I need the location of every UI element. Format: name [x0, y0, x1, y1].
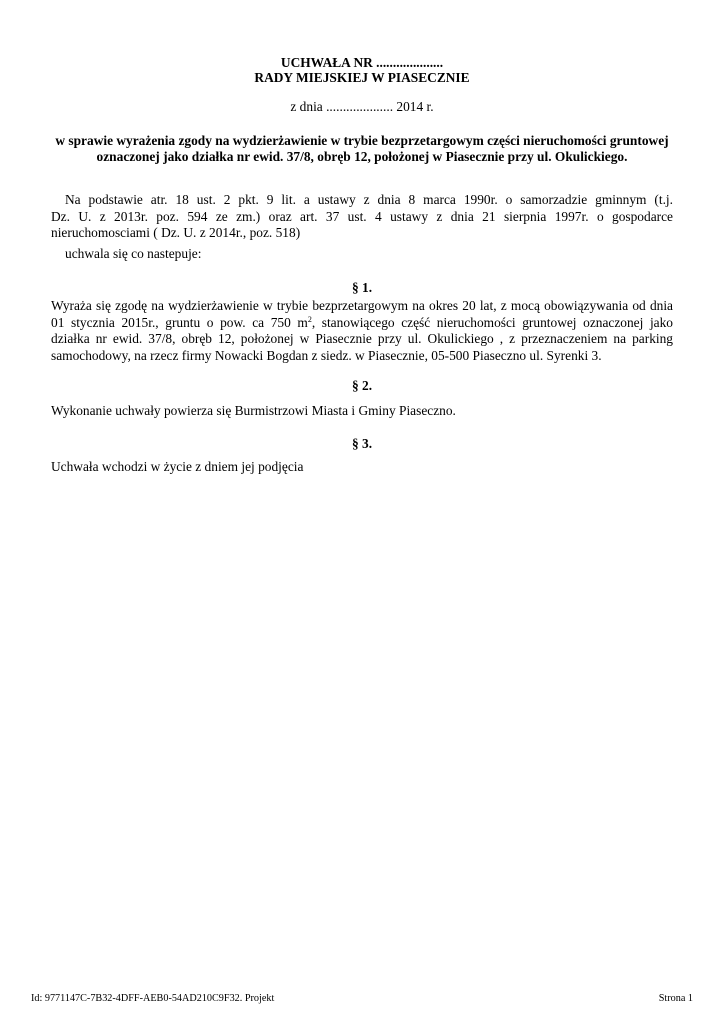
section-3-body: Uchwała wchodzi w życie z dniem jej podjęcia: [51, 459, 304, 474]
section-2-heading: § 2.: [351, 378, 373, 393]
legal-basis-line-3: nieruchomosciami ( Dz. U. z 2014r., poz. 518): [51, 225, 301, 240]
legal-basis-line-1: Na podstawie atr. 18 ust. 2 pkt. 9 lit. a ustawy z dnia 8 marca 1990r. o samorzadzie gminnym (t.j.: [65, 192, 673, 207]
page-number-footer: Strona 1: [658, 993, 693, 1004]
legal-basis-paragraph: [51, 192, 673, 242]
resolves-statement: uchwala się co nastepuje:: [65, 246, 202, 261]
section-1-body: [51, 298, 673, 364]
resolution-date: z dnia .................... 2014 r.: [290, 99, 434, 114]
superscript-2: 2: [307, 314, 312, 324]
section-1-line-3: działka nr ewid. 37/8, obręb 12, położonej w Piasecznie przy ul. Okulickiego , z przeznaczeniem na parking: [51, 331, 673, 346]
resolution-subject: [51, 133, 673, 165]
section-2-body: Wykonanie uchwały powierza się Burmistrzowi Miasta i Gminy Piaseczno.: [51, 403, 456, 418]
section-1-line-1: Wyraża się zgodę na wydzierżawienie w trybie bezprzetargowym na okres 20 lat, z mocą obowiązywania od dnia: [51, 298, 673, 313]
document-id-footer: Id: 9771147C-7B32-4DFF-AEB0-54AD210C9F32. Projekt: [31, 993, 275, 1004]
resolution-number-title: UCHWAŁA NR ....................: [280, 55, 444, 70]
subject-line-1: w sprawie wyrażenia zgody na wydzierżawienie w trybie bezprzetargowym części nieruchomości gruntowej: [55, 133, 669, 148]
section-1-heading: § 1.: [351, 280, 373, 295]
section-1-line-2: 01 stycznia 2015r., gruntu o pow. ca 750 $m^2$, stanowiącego część nieruchomości gruntowej oznaczonej jako: [51, 314, 673, 330]
legal-basis-line-2: Dz. U. z 2013r. poz. 594 ze zm.) oraz art. 37 ust. 4 ustawy z dnia 21 sierpnia 1997r. o gospodarce: [51, 208, 673, 224]
section-3-heading: § 3.: [351, 436, 373, 451]
section-1-line-4: samochodowy, na rzecz firmy Nowacki Bogdan z siedz. w Piasecznie, 05-500 Piaseczno ul. Syrenki 3.: [51, 347, 602, 363]
council-name-title: RADY MIEJSKIEJ W PIASECZNIE: [254, 70, 470, 85]
subject-line-2: oznaczonej jako działka nr ewid. 37/8, obręb 12, położonej w Piasecznie przy ul. Okulickiego.: [96, 149, 628, 164]
